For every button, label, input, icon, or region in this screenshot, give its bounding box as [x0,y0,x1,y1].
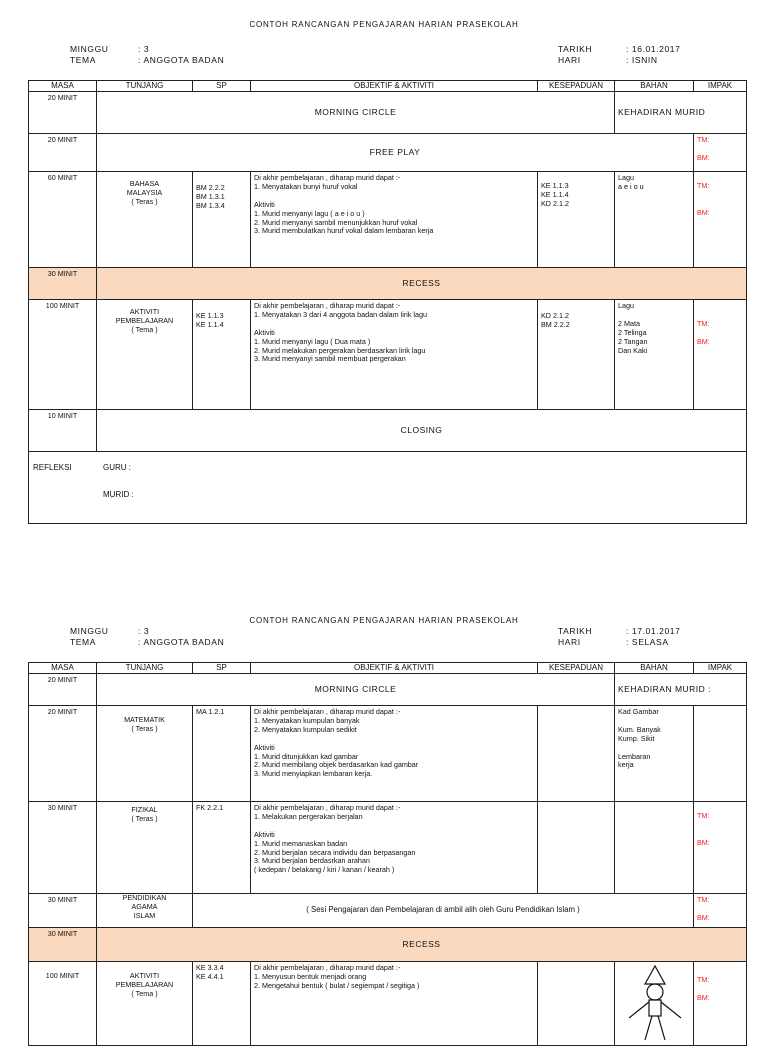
refleksi-cell [29,452,747,524]
bahan-cell: Kad Gambar Kum. Banyak Kump. Sikit Lembaran kerja [615,706,694,802]
masa-cell: 10 MINIT [29,410,97,452]
bahan-cell: Lagu a e i o u [615,172,694,268]
guru-label: GURU : [103,463,131,472]
bm-label: BM: [697,152,710,162]
tm-label: TM: [697,811,710,820]
hari-label: HARI [558,55,581,65]
col-header: SP [193,663,251,674]
masa-cell: 20 MINIT [29,134,97,172]
tunjang-cell: FIZIKAL ( Teras ) [97,802,193,894]
tm-label: TM: [697,135,710,144]
bahan-cell: Lagu 2 Mata 2 Telinga 2 Tangan Dan Kaki [615,300,694,410]
objektif-cell: Di akhir pembelajaran , diharap murid dapat :- 1. Menyusun bentuk menjadi orang 2. Mengetahui bentuk ( bulat / segiempat / segitiga ) [251,962,538,1046]
minggu-label: MINGGU [70,626,109,636]
tarikh-label: TARIKH [558,626,593,636]
col-header: BAHAN [615,81,694,92]
table-row [29,92,747,134]
objektif-cell: Di akhir pembelajaran , diharap murid dapat :- 1. Menyatakan bunyi huruf vokal Aktiviti 1. Murid menyanyi lagu ( a e i o u ) 2. Murid menyanyi sambil menunjukkan huruf vokal 3. Murid membulatkan huruf vokal dalam lembaran kerja [251,172,538,268]
bm-label: BM: [697,992,710,1002]
activity-cell: FREE PLAY [97,134,694,172]
sp-cell: KE 3.3.4 KE 4.4.1 [193,962,251,1046]
masa-cell: 20 MINIT [29,92,97,134]
col-header: SP [193,81,251,92]
tarikh-label: TARIKH [558,44,593,54]
refleksi-label: REFLEKSI [33,463,72,472]
sp-cell: KE 1.1.3 KE 1.1.4 [193,300,251,410]
plan-meta-right [558,626,680,648]
bm-label: BM: [697,207,710,217]
masa-cell: 30 MINIT [29,268,97,300]
bm-label: BM: [697,912,710,922]
objektif-cell: Di akhir pembelajaran , diharap murid dapat :- 1. Menyatakan kumpulan banyak 2. Menyatakan kumpulan sedikit Aktiviti 1. Murid ditunjukkan kad gambar 2. Murid membilang objek berdasarkan kad gambar 3. Murid menyiapkan lembaran kerja. [251,706,538,802]
tema-value: : ANGGOTA BADAN [138,55,225,65]
minggu-value: : 3 [138,44,150,54]
murid-label: MURID : [103,489,134,499]
objektif-cell: Di akhir pembelajaran , diharap murid dapat :- 1. Menyatakan 3 dari 4 anggota badan dalam lirik lagu Aktiviti 1. Murid menyanyi lagu ( Dua mata ) 2. Murid melakukan pergerakan berdasarkan lirik lagu 3. Murid menyanyi sambil membuat pergerakan [251,300,538,410]
kesepaduan-cell: KEHADIRAN MURID [615,92,747,134]
impak-cell [694,802,747,894]
table-row [29,962,747,1046]
col-header: KESEPADUAN [538,663,615,674]
table-row-recess [29,268,747,300]
tunjang-cell: AKTIVITI PEMBELAJARAN ( Tema ) [97,962,193,1046]
kesepaduan-cell [538,962,615,1046]
table-row [29,894,747,928]
objektif-cell: Di akhir pembelajaran , diharap murid dapat :- 1. Melakukan pergerakan berjalan Aktiviti 1. Murid memanaskan badan 2. Murid berjalan secara individu dan berpasangan 3. Murid berjalan berdasrkan arahan ( kedepan / belakang / kiri / kanan / kearah ) [251,802,538,894]
col-header: KESEPADUAN [538,81,615,92]
tema-label: TEMA [70,55,97,65]
col-header: MASA [29,81,97,92]
hari-label: HARI [558,637,581,647]
refleksi-row [29,452,747,524]
table-row-recess [29,928,747,962]
col-header: IMPAK [694,81,747,92]
plan-meta-left [70,626,224,648]
table-row [29,802,747,894]
activity-cell: CLOSING [97,410,747,452]
sp-cell: BM 2.2.2 BM 1.3.1 BM 1.3.4 [193,172,251,268]
plan-title: CONTOH RANCANGAN PENGAJARAN HARIAN PRASEKOLAH [249,20,519,29]
tema-label: TEMA [70,637,97,647]
masa-cell: 30 MINIT [29,928,97,962]
tm-label: TM: [697,181,710,190]
table-header-row [29,81,747,92]
tema-value: : ANGGOTA BADAN [138,637,225,647]
activity-cell: RECESS [97,268,747,300]
activity-cell: RECESS [97,928,747,962]
kesepaduan-cell [538,706,615,802]
table-row [29,134,747,172]
tunjang-cell: MATEMATIK ( Teras ) [97,706,193,802]
tunjang-cell: AKTIVITI PEMBELAJARAN ( Tema ) [97,300,193,410]
impak-cell [694,962,747,1046]
plan-title: CONTOH RANCANGAN PENGAJARAN HARIAN PRASEKOLAH [249,616,519,625]
impak-cell [694,706,747,802]
activity-cell: MORNING CIRCLE [97,92,615,134]
lesson-table [28,662,747,1046]
kesepaduan-cell: KEHADIRAN MURID : [615,674,747,706]
impak-cell [694,172,747,268]
shape-person-drawing [615,962,694,1042]
lesson-table [28,80,747,524]
minggu-label: MINGGU [70,44,109,54]
hari-value: : ISNIN [626,55,658,65]
col-header: MASA [29,663,97,674]
masa-cell: 20 MINIT [29,706,97,802]
tm-label: TM: [697,975,710,984]
activity-cell: MORNING CIRCLE [97,674,615,706]
tm-label: TM: [697,895,710,904]
bahan-cell [615,962,694,1046]
tm-label: TM: [697,319,710,328]
tunjang-cell: BAHASA MALAYSIA ( Teras ) [97,172,193,268]
col-header: OBJEKTIF & AKTIVITI [251,663,538,674]
table-row [29,172,747,268]
impak-cell [694,300,747,410]
sp-cell: FK 2.2.1 [193,802,251,894]
minggu-value: : 3 [138,626,150,636]
tarikh-value: : 16.01.2017 [626,44,681,54]
bm-label: BM: [697,336,710,346]
kesepaduan-cell [538,802,615,894]
table-row [29,300,747,410]
masa-cell: 100 MINIT [29,962,97,1046]
impak-cell [694,134,747,172]
table-row [29,410,747,452]
tarikh-value: : 17.01.2017 [626,626,681,636]
tunjang-cell: PENDIDIKAN AGAMA ISLAM [97,894,193,928]
plan-meta-left [70,44,224,66]
bm-label: BM: [697,837,710,847]
hari-value: : SELASA [626,637,669,647]
col-header: TUNJANG [97,663,193,674]
col-header: IMPAK [694,663,747,674]
kesepaduan-cell: KD 2.1.2 BM 2.2.2 [538,300,615,410]
masa-cell: 60 MINIT [29,172,97,268]
table-header-row [29,663,747,674]
col-header: OBJEKTIF & AKTIVITI [251,81,538,92]
col-header: BAHAN [615,663,694,674]
masa-cell: 20 MINIT [29,674,97,706]
masa-cell: 30 MINIT [29,894,97,928]
kesepaduan-cell: KE 1.1.3 KE 1.1.4 KD 2.1.2 [538,172,615,268]
activity-cell: ( Sesi Pengajaran dan Pembelajaran di ambil alih oleh Guru Pendidikan Islam ) [193,894,694,928]
impak-cell [694,894,747,928]
table-row [29,706,747,802]
table-row [29,674,747,706]
col-header: TUNJANG [97,81,193,92]
masa-cell: 30 MINIT [29,802,97,894]
plan-meta-right [558,44,680,66]
bahan-cell [615,802,694,894]
masa-cell: 100 MINIT [29,300,97,410]
sp-cell: MA 1.2.1 [193,706,251,802]
